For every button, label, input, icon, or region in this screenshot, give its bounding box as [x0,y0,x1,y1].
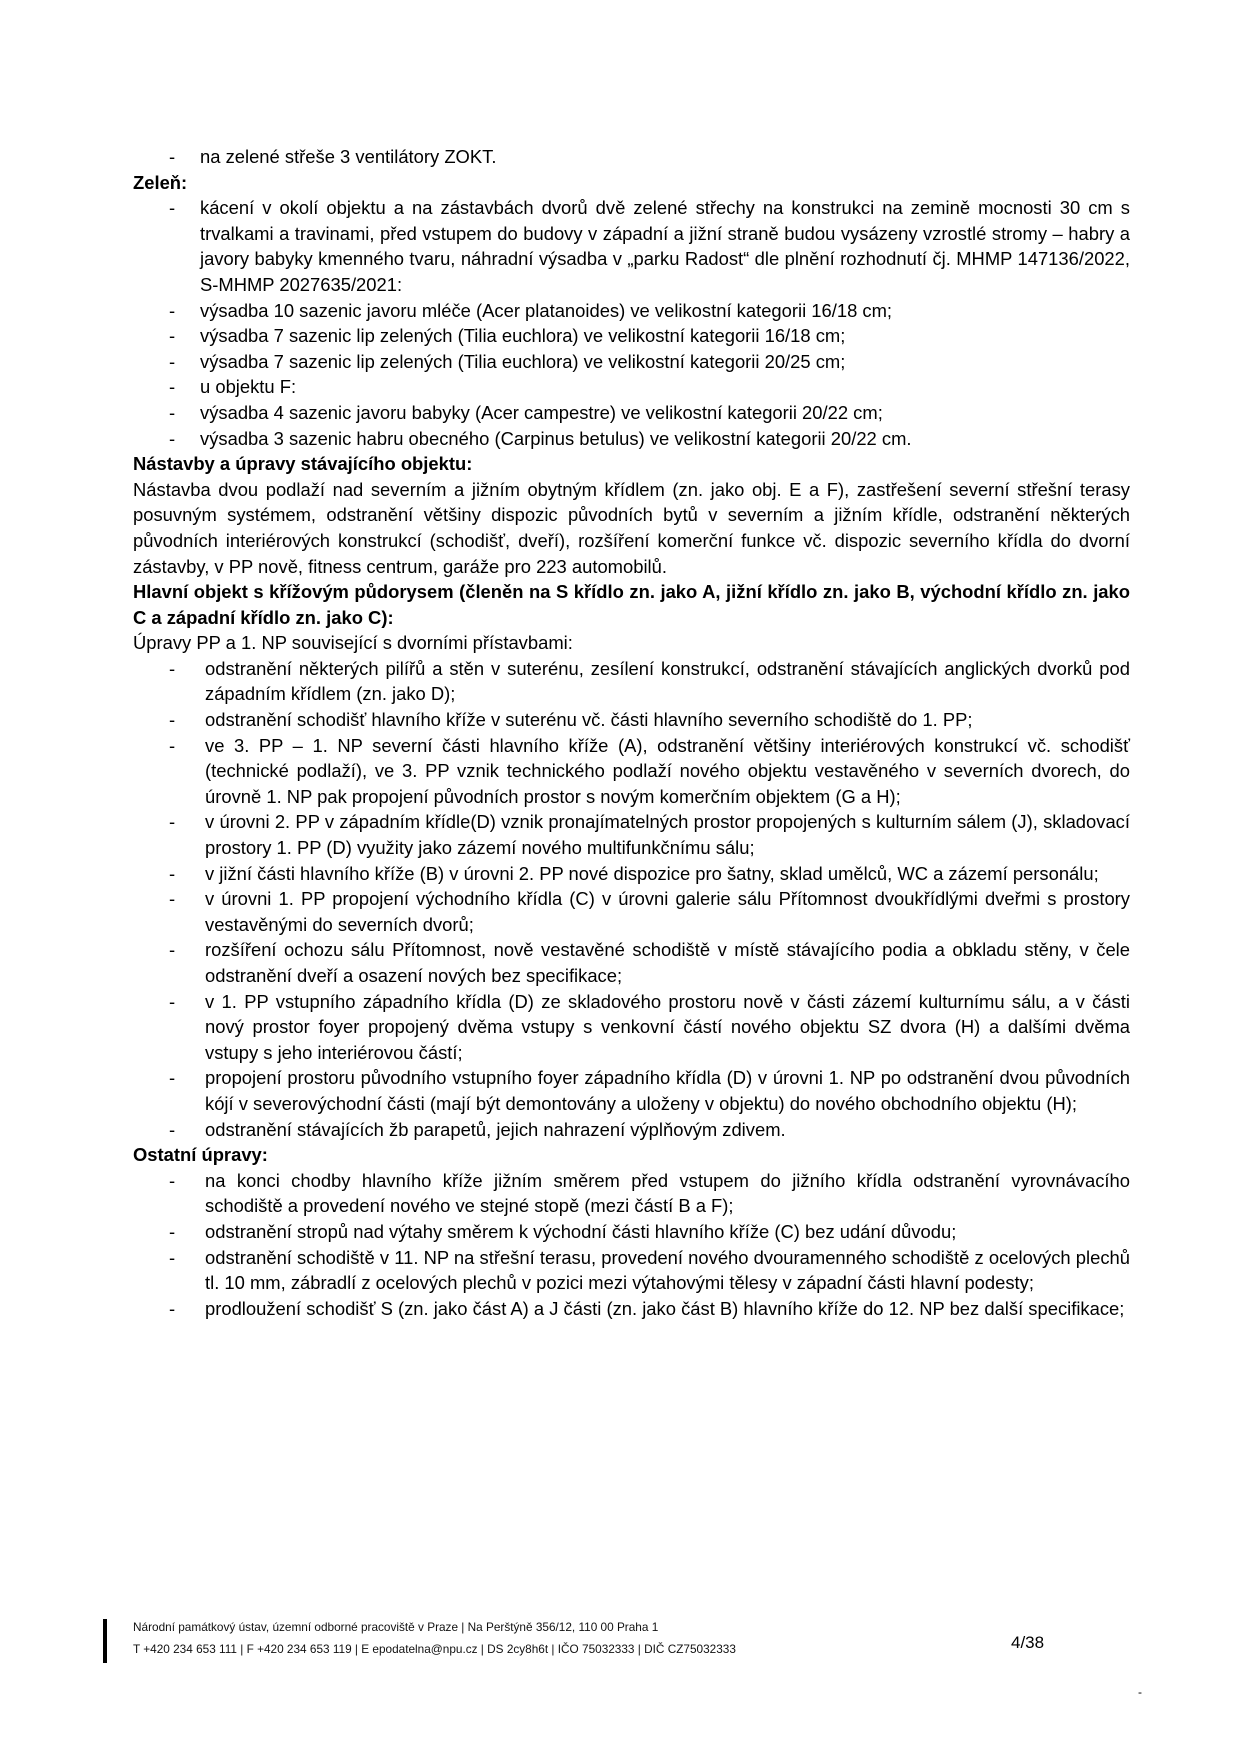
list-item-text: výsadba 10 sazenic javoru mléče (Acer platanoides) ve velikostní kategorii 16/18 cm; [200,299,893,321]
list-item [133,298,1130,324]
list-item-text: kácení v okolí objektu a na zástavbách dvorů dvě zelené střechy na konstrukci na zemině mocnosti 30 cm s trvalkami a travinami, před vstupem do budovy v západní a jižní straně budou vysázeny vzrostlé stromy – habry a javory babyky kmenného tvaru, náhradní výsadba v „parku Radost“ dle plnění rozhodnutí čj. MHMP 147136/2022, S-MHMP 2027635/2021: [200,197,1130,295]
footer-address: Národní památkový ústav, územní odborné pracoviště v Praze | Na Perštýně 356/12, 110 00 Praha 1 [133,1620,659,1634]
list-item-text: odstranění některých pilířů a stěn v suterénu, zesílení konstrukcí, odstranění stávajících anglických dvorků pod západním křídlem (zn. jako D); [205,657,1130,705]
page-footer [103,1616,1103,1660]
bullet-dash: - [169,888,176,910]
list-item [133,937,1130,988]
list-item [133,1245,1130,1296]
bullet-dash: - [169,350,176,372]
list-item [133,426,1130,452]
bullet-dash: - [169,1169,176,1191]
bullet-dash: - [169,1118,176,1140]
list-item [133,144,1130,170]
list-item [133,195,1130,297]
list-item [133,733,1130,810]
list-item [133,1168,1130,1219]
list-item-text: rozšíření ochozu sálu Přítomnost, nově vestavěné schodiště v místě stávajícího podia a obkladu stěny, v čele odstranění dveří a osazení nových bez specifikace; [205,939,1130,986]
list-item-text: propojení prostoru původního vstupního foyer západního křídla (D) v úrovni 1. NP po odstranění dvou původních kójí v severovýchodní části (mají být demontovány a uloženy v objektu) do nového obchodního objektu (H); [205,1067,1130,1114]
corner-mark: - [1138,1685,1142,1699]
bullet-dash: - [169,376,176,398]
list-item-text: odstranění schodišť hlavního kříže v suterénu vč. části hlavního severního schodiště do 1. PP; [205,709,973,731]
list-item-text: ve 3. PP – 1. NP severní části hlavního kříže (A), odstranění většiny interiérových konstrukcí vč. schodišť (technické podlaží), ve 3. PP vznik technického podlaží nového objektu vestavěného v severních dvorech, do úrovně 1. NP pak propojení původních prostor s novým komerčním objektem (G a H); [205,734,1130,807]
bullet-dash: - [169,401,176,423]
list-item [133,1296,1130,1322]
bullet-dash: - [169,1067,176,1089]
list-item-text: u objektu F: [200,376,297,398]
list-item-text: v 1. PP vstupního západního křídla (D) ze skladového prostoru nově v části zázemí kulturnímu sálu, a v části nový prostor foyer propojený dvěma vstupy s venkovní částí nového objektu SZ dvora (H) a dalšími dvěma vstupy s jeho interiérovou částí; [205,990,1130,1063]
bullet-dash: - [169,325,176,347]
list-item [133,400,1130,426]
bullet-dash: - [169,709,176,731]
list-item [133,349,1130,375]
bullet-dash: - [169,299,176,321]
bullet-dash: - [169,939,176,961]
list-item [133,886,1130,937]
bullet-dash: - [169,734,176,756]
list-item-text: na zelené střeše 3 ventilátory ZOKT. [200,146,497,167]
list-item-text: odstranění stávajících žb parapetů, jejich nahrazení výplňovým zdivem. [205,1118,786,1140]
list-item-text: prodloužení schodišť S (zn. jako část A) a J části (zn. jako část B) hlavního kříže do 12. NP bez další specifikace; [205,1297,1125,1319]
list-item [133,1065,1130,1116]
document-body [133,144,1130,1321]
list-item [133,1219,1130,1245]
list-item-text: výsadba 7 sazenic lip zelených (Tilia euchlora) ve velikostní kategorii 20/25 cm; [200,350,846,372]
list-item-text: odstranění schodiště v 11. NP na střešní terasu, provedení nového dvouramenného schodiště z ocelových plechů tl. 10 mm, zábradlí z ocelových plechů v pozici mezi výtahovými tělesy v západní části hlavní podesty; [205,1246,1130,1294]
bullet-dash: - [169,1246,176,1268]
paragraph-intro: Úpravy PP a 1. NP související s dvorními přístavbami: [133,632,573,654]
list-item-text: v úrovni 2. PP v západním křídle(D) vznik pronajímatelných prostor propojených s kulturním sálem (J), skladovací prostory 1. PP (D) využity jako zázemí nového multifunkčnímu sálu; [205,811,1130,859]
section-heading-hlavni-objekt: Hlavní objekt s křížovým půdorysem (členěn na S křídlo zn. jako A, jižní křídlo zn. jako B, východní křídlo zn. jako C a západní křídlo zn. jako C): [133,581,1130,628]
bullet-dash: - [169,427,176,449]
paragraph-nastavby: Nástavba dvou podlaží nad severním a jižním obytným křídlem (zn. jako obj. E a F), zastřešení severní střešní terasy posuvným systémem, odstranění většiny dispozic původních bytů v severním a jižním křídle, odstranění některých původních interiérových konstrukcí (schodišť, dveří), rozšíření komerční funkce vč. dispozic severního křídla do dvorní zástavby, v PP nově, fitness centrum, garáže pro 223 automobilů. [133,478,1130,577]
list-item-text: výsadba 7 sazenic lip zelených (Tilia euchlora) ve velikostní kategorii 16/18 cm; [200,325,846,347]
bullet-dash: - [169,1220,176,1242]
footer-contacts: T +420 234 653 111 | F +420 234 653 119 | E epodatelna@npu.cz | DS 2cy8h6t | IČO 75032333 | DIČ CZ75032333 [133,1642,736,1656]
list-item [133,374,1130,400]
bullet-dash: - [169,1297,176,1319]
bullet-dash: - [169,146,176,167]
list-item [133,656,1130,707]
section-heading-nastavby: Nástavby a úpravy stávajícího objektu: [133,453,473,475]
list-item-text: v úrovni 1. PP propojení východního křídla (C) v úrovni galerie sálu Přítomnost dvoukřídlými dveřmi s prostory vestavěnými do severních dvorů; [205,888,1130,935]
bullet-dash: - [169,657,176,679]
list-item [133,809,1130,860]
list-item-text: výsadba 3 sazenic habru obecného (Carpinus betulus) ve velikostní kategorii 20/22 cm. [200,427,912,449]
bullet-dash: - [169,811,176,833]
bullet-dash: - [169,197,176,219]
section-heading-zelen: Zeleň: [133,171,188,193]
list-item [133,323,1130,349]
list-item-text: v jižní části hlavního kříže (B) v úrovni 2. PP nové dispozice pro šatny, sklad umělců, WC a zázemí personálu; [205,862,1099,884]
page-number: 4/38 [1011,1633,1045,1652]
bullet-dash: - [169,990,176,1012]
bullet-dash: - [169,862,176,884]
list-item [133,989,1130,1066]
list-item-text: na konci chodby hlavního kříže jižním směrem před vstupem do jižního křídla odstranění vyrovnávacího schodiště a provedení nového ve stejné stopě (mezi částí B a F); [205,1169,1130,1217]
list-item [133,861,1130,887]
list-item [133,1117,1130,1143]
list-item-text: odstranění stropů nad výtahy směrem k východní části hlavního kříže (C) bez udání důvodu; [205,1220,957,1242]
list-item-text: výsadba 4 sazenic javoru babyky (Acer campestre) ve velikostní kategorii 20/22 cm; [200,401,883,423]
section-heading-ostatni: Ostatní úpravy: [133,1144,268,1166]
list-item [133,707,1130,733]
